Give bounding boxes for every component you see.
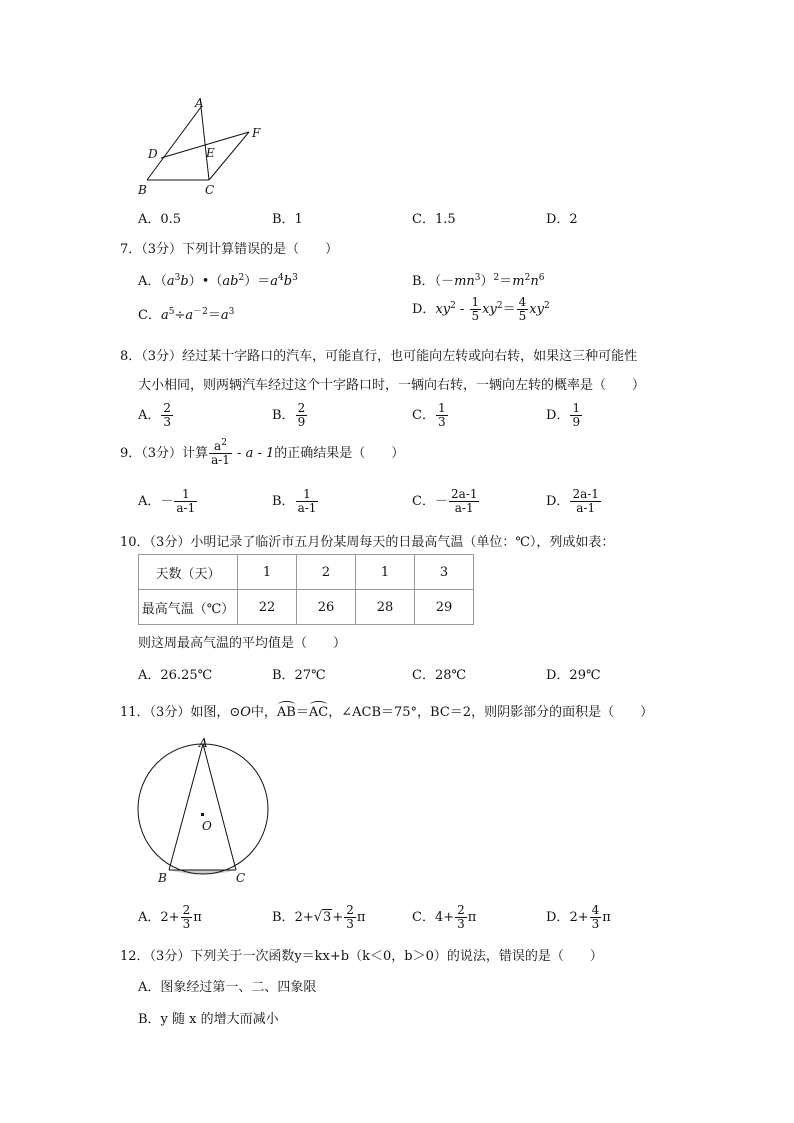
table-cell: 28 (356, 590, 415, 625)
table-row (139, 555, 474, 590)
q11-stem: 11．（3分）如图，⊙O中，AB＝AC，∠ACB＝75°，BC＝2，则阴影部分的面积是（ ） (120, 705, 654, 720)
table-cell: 1 (238, 555, 297, 590)
q12-stem: 12．（3分）下列关于一次函数y＝kx+b（k＜0，b＞0）的说法，错误的是（ ） (120, 949, 603, 964)
q8-stem-line1: 8．（3分）经过某十字路口的汽车，可能直行，也可能向左转或向右转，如果这三种可能性 (120, 349, 638, 364)
circle-label-b: B (158, 871, 167, 885)
q9-option-c[interactable]: C．－ $\frac{2a-1}{a-1}$ (412, 487, 478, 515)
q11-option-c[interactable]: C．4+ $\frac{2}{3}$ π (412, 903, 477, 931)
q6-option-c[interactable]: C．1.5 (412, 212, 456, 227)
q10-option-b[interactable]: B．27℃ (272, 668, 326, 683)
circle-figure (132, 734, 282, 889)
q6-option-d[interactable]: D．2 (546, 212, 578, 227)
table-cell: 29 (415, 590, 474, 625)
q10-stem: 10．（3分）小明记录了临沂市五月份某周每天的日最高气温（单位：℃），列成如表： (120, 535, 615, 550)
q8-option-c[interactable]: C． $\frac{1}{3}$ (412, 401, 446, 429)
q8-option-b[interactable]: B． $\frac{2}{9}$ (272, 401, 306, 429)
q7-option-b[interactable]: B．$(-mn^3)^2=m^2n^6$ (412, 273, 545, 289)
q9-stem: 9．（3分）计算 $\frac{a^2}{a-1}$ - a - 1的正确结果是（ ） (120, 438, 405, 467)
label-f: F (252, 126, 261, 140)
table-cell: 26 (297, 590, 356, 625)
arc-ac: AC (308, 705, 329, 720)
q12-option-a[interactable]: A．图象经过第一、二、四象限 (138, 980, 317, 995)
table-cell: 2 (297, 555, 356, 590)
q7-stem (120, 238, 338, 257)
q8-stem-line2: 大小相同，则两辆汽车经过这个十字路口时，一辆向右转，一辆向左转的概率是（ ） (138, 378, 646, 393)
label-b: B (138, 183, 147, 197)
q9-option-a[interactable]: A．－ $\frac{1}{a-1}$ (138, 487, 196, 515)
circle-label-c: C (236, 871, 246, 885)
table-cell: 天数（天） (139, 555, 238, 590)
label-a: A (195, 96, 204, 110)
q6-option-a[interactable]: A．0.5 (138, 212, 182, 227)
q8-option-a[interactable]: A． $\frac{2}{3}$ (138, 401, 172, 429)
q9-option-d[interactable]: D． $\frac{2a-1}{a-1}$ (546, 487, 599, 515)
label-e: E (206, 146, 215, 160)
q11-option-d[interactable]: D．2+ $\frac{4}{3}$ π (546, 903, 611, 931)
temperature-table (138, 554, 474, 625)
q10-follow: 则这周最高气温的平均值是（ ） (138, 636, 347, 651)
q10-option-c[interactable]: C．28℃ (412, 668, 467, 683)
q7-option-d[interactable]: D．$xy^2$ - $\frac{1}{5}$ $xy^2=$ $\frac{4}{5}$ $xy^2$ (412, 295, 550, 323)
q7-points: （3分） (141, 242, 183, 257)
q7-option-c[interactable]: C．$a^5\div a^{-2}=a^3$ (138, 307, 235, 323)
q10-option-a[interactable]: A．26.25℃ (138, 668, 213, 683)
q12-option-b[interactable]: B．y 随 x 的增大而减小 (138, 1012, 279, 1027)
q10-option-d[interactable]: D．29℃ (546, 668, 601, 683)
q6-option-b[interactable]: B．1 (272, 212, 303, 227)
q11-option-b[interactable]: B．2+√3+ $\frac{2}{3}$ π (272, 903, 366, 931)
label-d: D (148, 147, 158, 161)
q11-option-a[interactable]: A．2+ $\frac{2}{3}$ π (138, 903, 202, 931)
table-row (139, 590, 474, 625)
table-cell: 1 (356, 555, 415, 590)
arc-ab: AB (276, 705, 296, 720)
circle-label-o: O (202, 819, 212, 833)
q7-number: 7． (120, 242, 142, 257)
table-cell: 3 (415, 555, 474, 590)
q7-option-a[interactable]: A．$(a^3b)•(ab^2)=a^4b^3$ (138, 273, 298, 289)
q7-text: 下列计算错误的是（ ） (182, 242, 339, 257)
table-cell: 最高气温（℃） (139, 590, 238, 625)
q9-option-b[interactable]: B． $\frac{1}{a-1}$ (272, 487, 317, 515)
label-c: C (205, 183, 215, 197)
q8-option-d[interactable]: D． $\frac{1}{9}$ (546, 401, 581, 429)
table-cell: 22 (238, 590, 297, 625)
parallelogram-figure (135, 95, 275, 200)
circle-label-a: A (199, 736, 208, 750)
